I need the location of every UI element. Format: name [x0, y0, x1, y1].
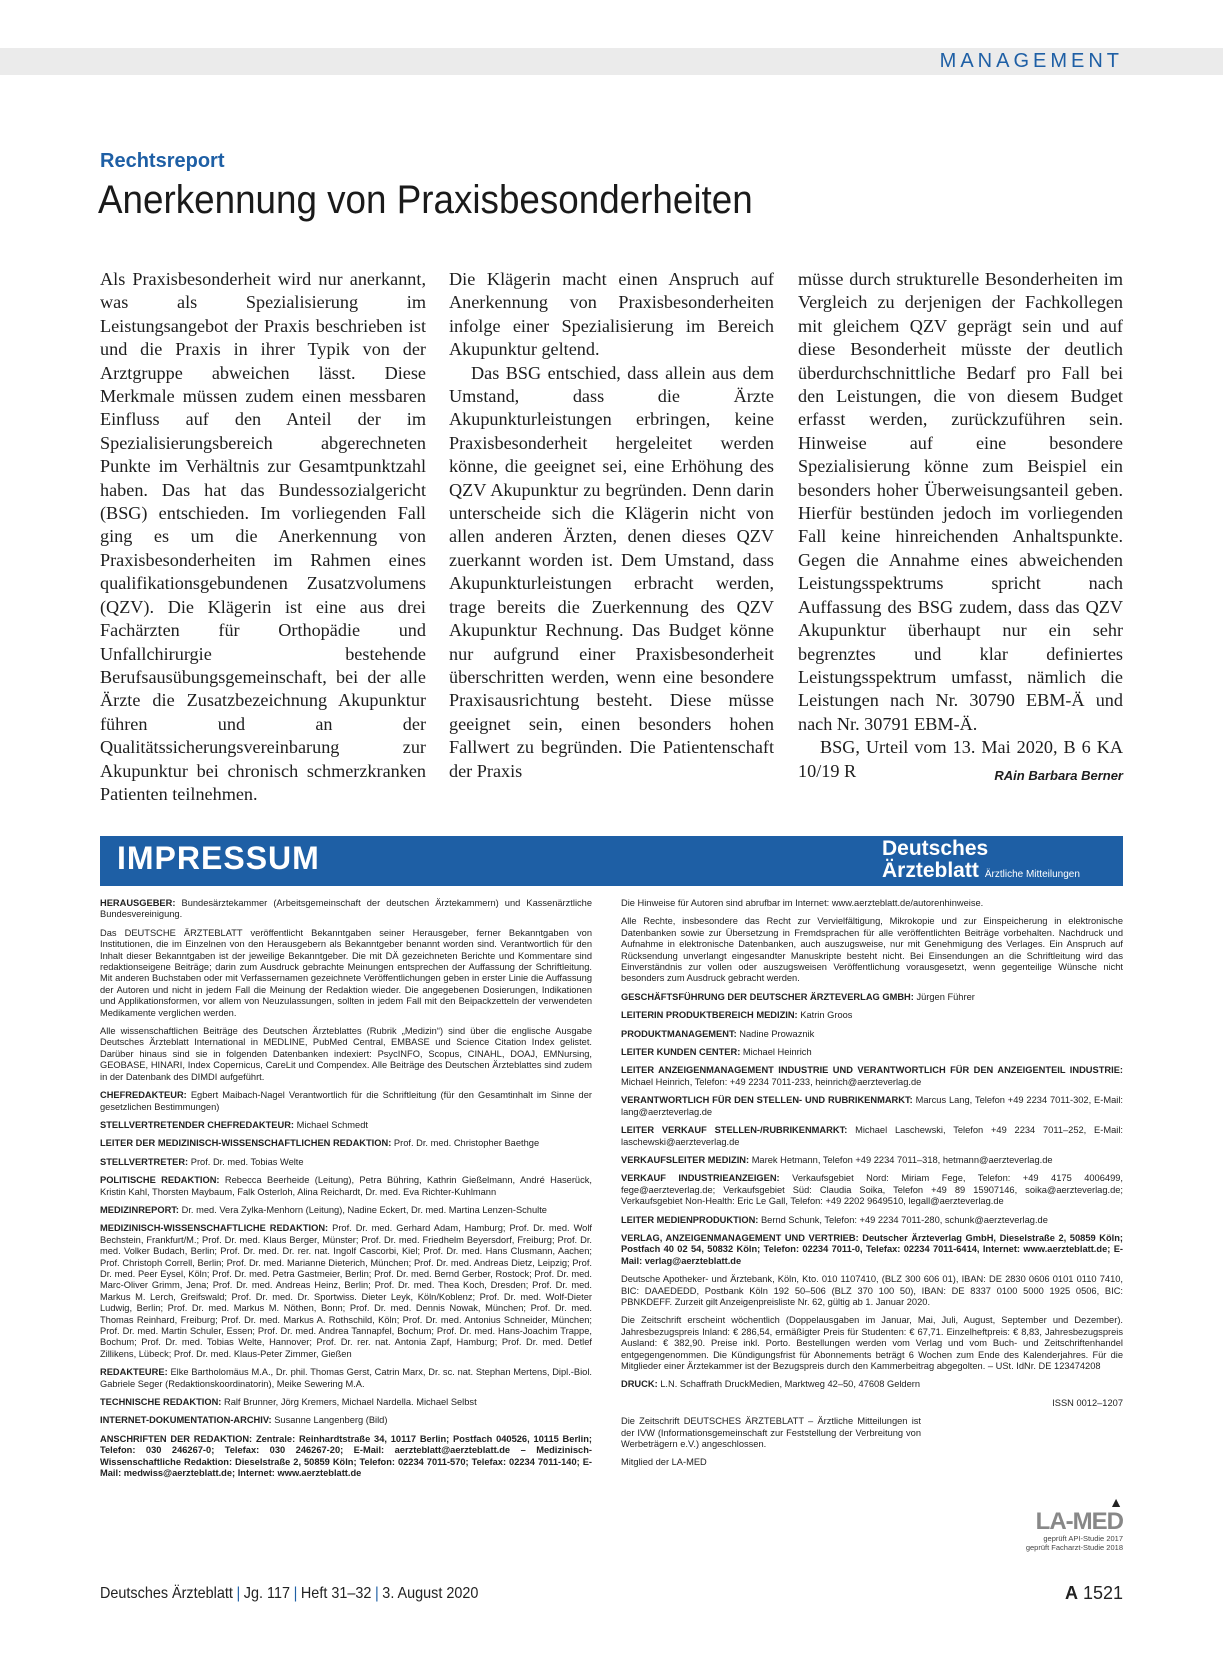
impressum-right-entries: [621, 898, 1123, 1391]
journal-logo: [882, 838, 1080, 886]
impressum-label: LEITER MEDIENPRODUKTION:: [621, 1214, 759, 1225]
impressum-text: Katrin Groos: [800, 1010, 853, 1021]
impressum-text: Michael Schmedt: [296, 1119, 368, 1130]
impressum-entry: [621, 1315, 1123, 1372]
section-label: MANAGEMENT: [939, 50, 1123, 72]
footer-issue: Heft 31–32: [300, 1585, 372, 1602]
lamed-study: geprüft API-Studie 2017: [1043, 1534, 1123, 1543]
lamed-logo: LA-MED: [1035, 1508, 1123, 1535]
impressum-left-column: [100, 898, 592, 1486]
lamed-study: geprüft Facharzt-Studie 2018: [1025, 1543, 1123, 1552]
impressum-entry: [621, 1125, 1123, 1148]
impressum-label: CHEFREDAKTEUR:: [100, 1090, 187, 1101]
impressum-entry: [621, 1029, 1123, 1040]
impressum-entry: [621, 1215, 1123, 1226]
impressum-entry: [100, 1138, 592, 1149]
impressum-label: GESCHÄFTSFÜHRUNG DER DEUTSCHER ÄRZTEVERLAG GMBH:: [621, 991, 914, 1002]
impressum-text: Prof. Dr. med. Tobias Welte: [190, 1156, 304, 1167]
impressum-text: Zentrale: Reinhardtstraße 34, 10117 Berlin; Postfach 040526, 10115 Berlin; Telefon: 030 246267-0; Telefax: 030 246267-20; E-Mail: aerzteblatt@aerzteblatt.de – Medizinisch-Wissenschaftliche Redaktion: Dieselstraße 2, 50859 Köln; Telefon: 02234 7011-570; Telefax: 02234 7011-140; E-Mail: medwiss@aerzteblatt.de; Internet: www.aerzteblatt.de: [100, 1433, 593, 1479]
impressum-label: POLITISCHE REDAKTION:: [100, 1175, 220, 1186]
impressum-entry: [621, 898, 1123, 909]
impressum-text: Susanne Langenberg (Bild): [274, 1415, 388, 1426]
impressum-entry: [621, 1274, 1123, 1308]
impressum-text: Alle Rechte, insbesondere das Recht zur Vervielfältigung, Mikrokopie und zur Einspeicherung in elektronische Datenbanken sowie zur Übersetzung in Fremdsprachen für alle veröffentlichten Beiträge vorbehalten. Nachdruck und Aufnahme in elektronische Datenbanken, auch auszugsweise, nur mit Genehmigung des Verlages. Ein Anspruch auf Rücksendung unverlangt eingesandter Manuskripte besteht nicht. Bei Einsendungen an die Schriftleitung wird das Einverständnis zur vollen oder auszugsweisen Veröffentlichung vorausgesetzt, wenn gegenteilige Wünsche nicht besonders zum Ausdruck gebracht werden.: [621, 916, 1123, 984]
ivw-notice: Die Zeitschrift DEUTSCHES ÄRZTEBLATT – Ärztliche Mitteilungen ist der IVW (Informationsgemeinschaft zur Feststellung der Verbreitung von Werbeträgern e.V.) angeschlossen.: [621, 1416, 921, 1450]
footer-separator: |: [236, 1585, 241, 1602]
impressum-entry: [621, 1173, 1123, 1207]
article-kicker: Rechtsreport: [100, 150, 225, 172]
lamed-badge: [1008, 1494, 1123, 1552]
impressum-entry: [100, 1026, 592, 1083]
impressum-text: Alle wissenschaftlichen Beiträge des Deutschen Ärzteblattes (Rubrik „Medizin“) sind über die englische Ausgabe Deutsches Ärzteblatt International in MEDLINE, PubMed Central, EMBASE und Science Citation Index gelistet. Darüber hinaus sind sie in folgenden Datenbanken indexiert: PsycINFO, Scopus, CINAHL, DOAJ, EMNursing, GEOBASE, HINARI, Index Copernicus, CareLit und Compendex. Alle Beiträge des Deutschen Ärzteblattes sind zudem in der Datenbank des DIMDI aufgeführt.: [100, 1026, 592, 1082]
impressum-entry: [621, 1155, 1123, 1166]
article-author: RAin Barbara Berner: [994, 767, 1123, 783]
impressum-label: LEITER DER MEDIZINISCH-WISSENSCHAFTLICHEN REDAKTION:: [100, 1138, 392, 1149]
footer-separator: |: [374, 1585, 379, 1602]
impressum-entry: [100, 1367, 592, 1390]
impressum-entry: [100, 898, 592, 921]
impressum-label: LEITER VERKAUF STELLEN-/RUBRIKENMARKT:: [621, 1125, 848, 1136]
footer-separator: |: [293, 1585, 298, 1602]
article-citation: [798, 736, 1123, 783]
impressum-text: Nadine Prowaznik: [739, 1028, 815, 1039]
impressum-text: Die Hinweise für Autoren sind abrufbar im Internet: www.aerzteblatt.de/autorenhinweise.: [621, 898, 984, 908]
impressum-text: Marek Hetmann, Telefon +49 2234 7011–318, hetmann@aerzteverlag.de: [751, 1154, 1053, 1165]
impressum-text: Marcus Lang, Telefon +49 2234 7011-302, E-Mail: lang@aerzteverlag.de: [621, 1095, 1123, 1117]
impressum-entry: [100, 1415, 592, 1426]
impressum-label: DRUCK:: [621, 1379, 658, 1390]
impressum-entry: [100, 1397, 592, 1408]
impressum-text: Michael Laschewski, Telefon +49 2234 7011–252, E-Mail: laschewski@aerzteverlag.de: [621, 1125, 1123, 1147]
impressum-entry: [621, 1010, 1123, 1021]
impressum-entry: [100, 1205, 592, 1216]
impressum-label: PRODUKTMANAGEMENT:: [621, 1028, 737, 1039]
impressum-text: Bundesärztekammer (Arbeitsgemeinschaft der deutschen Ärztekammern) und Kassenärztliche Bundesvereinigung.: [100, 898, 592, 920]
impressum-label: MEDIZINISCH-WISSENSCHAFTLICHE REDAKTION:: [100, 1223, 329, 1234]
article-paragraph: müsse durch strukturelle Besonderheiten im Vergleich zu derjenigen der Fachkollegen mit gleichem QZV geprägt sein und auf diese Besonderheit müsste der deutlich überdurchschnittliche Bedarf pro Fall bei den Leistungen, die von diesem Budget erfasst werden, zurückzuführen sein. Hinweise auf eine besondere Spezialisierung könne zum Beispiel ein besonders hoher Überweisungsanteil geben. Hierfür bestünden jedoch im vorliegenden Fall keine hinreichenden Anhaltspunkte. Gegen die Annahme eines abweichenden Leistungsspektrums spricht nach Auffassung des BSG zudem, dass das QZV Akupunktur überhaupt nur ein sehr begrenztes und klar definiertes Leistungsspektrum umfasst, nämlich die Leistungen nach Nr. 30790 EBM-Ä und nach Nr. 30791 EBM-Ä.: [798, 269, 1123, 734]
impressum-entry: [100, 1090, 592, 1113]
impressum-text: Deutsche Apotheker- und Ärztebank, Köln, Kto. 010 1107410, (BLZ 300 606 01), IBAN: DE 2830 0606 0101 0110 7410, BIC: DAAEDEDD, Postbank Köln 192 50–506 (BLZ 370 100 50), IBAN: DE 8337 0100 5000 1925 0506, BIC: PBNKDEFF. Zurzeit gilt Anzeigenpreisliste Nr. 62, gültig ab 1. Januar 2020.: [621, 1274, 1123, 1307]
impressum-label: INTERNET-DOKUMENTATION-ARCHIV:: [100, 1415, 272, 1426]
impressum-text: Rebecca Beerheide (Leitung), Petra Bühring, Kathrin Gießelmann, André Haserück, Kristin Kahl, Thorsten Maybaum, Falk Osterloh, Alina Reichardt, Dr. med. Eva Richter-Kuhlmann: [100, 1175, 592, 1197]
page-footer: [100, 1585, 478, 1603]
impressum-text: Egbert Maibach-Nagel Verantwortlich für die Schriftleitung (für den Gesamtinhalt im Sinne der gesetzlichen Bestimmungen): [100, 1090, 592, 1112]
impressum-entry: [621, 992, 1123, 1003]
impressum-entry: [100, 1434, 592, 1480]
citation-text: BSG, Urteil vom 13. Mai 2020, B 6 KA 10/19 R: [798, 737, 1123, 781]
impressum-text: Michael Heinrich, Telefon: +49 2234 7011-233, heinrich@aerzteverlag.de: [621, 1076, 922, 1087]
impressum-entry: [100, 1223, 592, 1360]
impressum-label: LEITER ANZEIGENMANAGEMENT INDUSTRIE UND VERANTWORTLICH FÜR DEN ANZEIGENTEIL INDUSTRIE:: [621, 1065, 1123, 1076]
impressum-label: VERKAUF INDUSTRIEANZEIGEN:: [621, 1173, 780, 1184]
article-column-3: [798, 268, 1123, 787]
impressum-text: Prof. Dr. med. Gerhard Adam, Hamburg; Prof. Dr. med. Wolf Bechstein, Frankfurt/M.; Prof. Dr. med. Klaus Berger, Münster; Prof. Dr. med. Friedhelm Beyersdorf, Freiburg; Prof. Dr. med. Volker Budach, Berlin; Prof. Dr. med. Dr. rer. nat. Ingolf Cascorbi, Kiel; Prof. Dr. med. Hans Clusmann, Aachen; Prof. Christoph Correll, Berlin; Prof. Dr. med. Marianne Dieterich, München; Prof. Dr. med. Andreas Dietz, Leipzig; Prof. Dr. med. Peer Eysel, Köln; Prof. Dr. med. Petra Gastmeier, Berlin; Prof. Dr. med. Bernd Gerber, Rostock; Prof. Dr. med. Marc-Oliver Grimm, Jena; Prof. Dr. med. Andreas Heinz, Berlin; Prof. Dr. med. Thea Koch, Dresden; Prof. Dr. med. Markus M. Lerch, Greifswald; Prof. Dr. med. Dr. Sportwiss. Dieter Leyk, Köln/Koblenz; Prof. Dr. med. Wolf-Dieter Ludwig, Berlin; Prof. Dr. med. Markus M. Nöthen, Bonn; Prof. Dr. med. Dennis Nowak, München; Prof. Dr. med. Thomas Reinhard, Freiburg; Prof. Dr. med. Markus A. Rothschild, Köln; Prof. Dr. med. Antonius Schneider, München; Prof. Dr. med. Martin Schuler, Essen; Prof. Dr. med. Andrea Tannapfel, Bochum; Prof. Dr. med. Hans-Joachim Trappe, Bochum; Prof. Dr. med. Tobias Welte, Hannover; Prof. Dr. rer. nat. Antonia Zapf, Hamburg; Prof. Dr. med. Detlef Zillikens, Lübeck; Prof. Dr. med. Klaus-Peter Zimmer, Gießen: [100, 1223, 592, 1359]
impressum-label: STELLVERTRETENDER CHEFREDAKTEUR:: [100, 1119, 295, 1130]
impressum-label: HERAUSGEBER:: [100, 898, 176, 908]
impressum-entry: [100, 1120, 592, 1131]
impressum-label: LEITERIN PRODUKTBEREICH MEDIZIN:: [621, 1010, 798, 1021]
impressum-text: Elke Bartholomäus M.A., Dr. phil. Thomas Gerst, Catrin Marx, Dr. sc. nat. Stephan Mertens, Dipl.-Biol. Gabriele Seger (Redaktionskoordinatorin), Meike Sewering M.A.: [100, 1367, 592, 1389]
lamed-member: Mitglied der LA-MED: [621, 1457, 707, 1468]
impressum-text: Ralf Brunner, Jörg Kremers, Michael Nardella. Michael Selbst: [223, 1397, 477, 1408]
impressum-entry: [621, 1233, 1123, 1267]
impressum-text: Prof. Dr. med. Christopher Baethge: [393, 1138, 540, 1149]
impressum-entry: [621, 1047, 1123, 1058]
impressum-label: REDAKTEURE:: [100, 1367, 168, 1378]
warning-triangle-icon: ▲: [1109, 1494, 1123, 1510]
impressum-entry: [100, 928, 592, 1019]
impressum-label: VERLAG, ANZEIGENMANAGEMENT UND VERTRIEB:: [621, 1232, 859, 1243]
impressum-label: TECHNISCHE REDAKTION:: [100, 1397, 222, 1408]
impressum-text: Dr. med. Vera Zylka-Menhorn (Leitung), Nadine Eckert, Dr. med. Martina Lenzen-Schulte: [181, 1204, 547, 1215]
article-column-1: [100, 268, 426, 806]
article-paragraph: Das BSG entschied, dass allein aus dem Umstand, dass die Ärzte Akupunkturleistungen erbringen, keine Praxisbesonderheit hergeleitet werden könne, die geeignet sei, eine Erhöhung des QZV Akupunktur zu begründen. Denn darin unterscheide sich die Klägerin nicht von allen anderen Ärzten, denen dieses QZV zuerkannt worden ist. Dem Umstand, dass Akupunkturleistungen erbracht werden, trage bereits die Zuerkennung des QZV Akupunktur Rechnung. Das Budget könne nur aufgrund einer Praxisbesonderheit überschritten werden, wenn eine besondere Praxisausrichtung besteht. Diese müsse geeignet sein, einen besonders hohen Fallwert zu begründen. Die Patientenschaft der Praxis: [449, 362, 774, 781]
article-column-2: [449, 268, 774, 783]
article-title: Anerkennung von Praxisbesonderheiten: [98, 178, 753, 222]
issn: ISSN 0012–1207: [1052, 1397, 1123, 1408]
impressum-entry: [621, 1095, 1123, 1118]
impressum-label: LEITER KUNDEN CENTER:: [621, 1047, 741, 1058]
impressum-label: ANSCHRIFTEN DER REDAKTION:: [100, 1433, 253, 1444]
logo-subtitle: Ärztliche Mitteilungen: [984, 869, 1080, 880]
impressum-entry: [100, 1175, 592, 1198]
impressum-text: Deutscher Ärzteverlag GmbH, Dieselstraße 2, 50859 Köln; Postfach 40 02 54, 50832 Köln; Telefon: 02234 7011-0, Telefax: 02234 7011-6414, Internet: www.aerzteblatt.de; E-Mail: verlag@aerzteblatt.de: [621, 1232, 1123, 1266]
impressum-label: MEDIZINREPORT:: [100, 1204, 180, 1215]
impressum-text: L.N. Schaffrath DruckMedien, Marktweg 42–50, 47608 Geldern: [660, 1379, 921, 1390]
impressum-entry: [100, 1157, 592, 1168]
logo-line-1: Deutsches: [882, 837, 989, 860]
footer-date: 3. August 2020: [382, 1585, 479, 1602]
footer-journal: Deutsches Ärzteblatt: [100, 1585, 233, 1602]
logo-line-2: [882, 860, 1080, 886]
impressum-title: IMPRESSUM: [117, 840, 320, 876]
page-value: 1521: [1082, 1583, 1123, 1603]
page-number: [1065, 1583, 1123, 1604]
impressum-entry: [621, 1379, 1123, 1390]
impressum-label: VERKAUFSLEITER MEDIZIN:: [621, 1154, 750, 1165]
impressum-text: Die Zeitschrift erscheint wöchentlich (Doppelausgaben im Januar, Mai, Juli, August, September und Dezember). Jahresbezugspreis Inland: € 286,54, ermäßigter Preis für Studenten: € 67,71. Einzelheftpreis: € 8,83, Jahresbezugspreis Ausland: € 382,90. Preise inkl. Porto. Bestellungen werden vom Verlag und vom Buch- und Zeitschriftenhandel entgegengenommen. Die Kündigungsfrist für Abonnements beträgt 6 Wochen zum Ende des Kalenderjahres. Für die Mitglieder einer Ärztekammer ist der Bezugspreis durch den Kammerbeitrag abgegolten. – USt. IdNr. DE 123474208: [621, 1315, 1123, 1371]
impressum-text: Verkaufsgebiet Nord: Miriam Fege, Telefon: +49 4175 4006499, fege@aerzteverlag.de; Verkaufsgebiet Süd: Claudia Soika, Telefon +49 89 15907146, soika@aerzteverlag.de; Verkaufsgebiet Non-Health: Eric Le Gall, Telefon: +49 2202 9649510, legall@aerzteverlag.de: [621, 1173, 1123, 1207]
impressum-entry: [621, 916, 1123, 984]
impressum-label: VERANTWORTLICH FÜR DEN STELLEN- UND RUBRIKENMARKT:: [621, 1095, 913, 1106]
impressum-text: Michael Heinrich: [742, 1047, 812, 1058]
impressum-text: Jürgen Führer: [916, 991, 975, 1002]
article-paragraph: Die Klägerin macht einen Anspruch auf Anerkennung von Praxisbesonderheiten infolge einer Spezialisierung im Bereich Akupunktur geltend.: [449, 269, 774, 360]
impressum-text: Bernd Schunk, Telefon: +49 2234 7011-280, schunk@aerzteverlag.de: [760, 1214, 1048, 1225]
article-paragraph: Als Praxisbesonderheit wird nur anerkannt, was als Spezialisierung im Leistungsangebot der Praxis beschrieben ist und die Praxis in ihrer Typik von der Arztgruppe abweichen lässt. Diese Merkmale müssen zudem einen messbaren Einfluss auf den Anteil der im Spezialisierungsbereich abgerechneten Punkte im Verhältnis zur Gesamtpunktzahl haben. Das hat das Bundessozialgericht (BSG) entschieden. Im vorliegenden Fall ging es um die Anerkennung von Praxisbesonderheiten im Rahmen eines qualifikationsgebundenen Zusatzvolumens (QZV). Die Klägerin ist eine aus drei Fachärzten für Orthopädie und Unfallchirurgie bestehende Berufsausübungsgemeinschaft, bei der alle Ärzte die Zusatzbezeichnung Akupunktur führen und an der Qualitätssicherungsvereinbarung zur Akupunktur bei chronisch schmerzkranken Patienten teilnehmen.: [100, 269, 426, 804]
page-prefix: A: [1064, 1583, 1078, 1603]
impressum-label: STELLVERTRETER:: [100, 1156, 189, 1167]
footer-volume: Jg. 117: [243, 1585, 290, 1602]
impressum-text: Das DEUTSCHE ÄRZTEBLATT veröffentlicht Bekanntgaben seiner Herausgeber, ferner Bekanntgaben von Institutionen, die im Einzelnen von den Herausgebern als Bekanntgeber benannt worden sind. Verantwortlich für den Inhalt dieser Bekanntgaben ist der jeweilige Bekanntgeber. Die mit DÄ gezeichneten Berichte und Kommentare sind redaktionseigene Beiträge; darin zum Ausdruck gebrachte Meinungen entsprechen der Auffassung der Schriftleitung. Mit anderen Buchstaben oder mit Verfassernamen gezeichnete Veröffentlichungen geben in erster Linie die Auffassung der Autoren und nicht in jedem Fall die Meinung der Redaktion wieder. Die angegebenen Dosierungen, Indikationen und Applikationsformen, vor allem von Neuzulassungen, sollten in jedem Fall mit den Beipackzetteln der verwendeten Medikamente verglichen werden.: [100, 927, 592, 1018]
impressum-right-column: [621, 898, 1123, 1476]
logo-name: Ärzteblatt: [882, 859, 979, 882]
impressum-entry: [621, 1065, 1123, 1088]
